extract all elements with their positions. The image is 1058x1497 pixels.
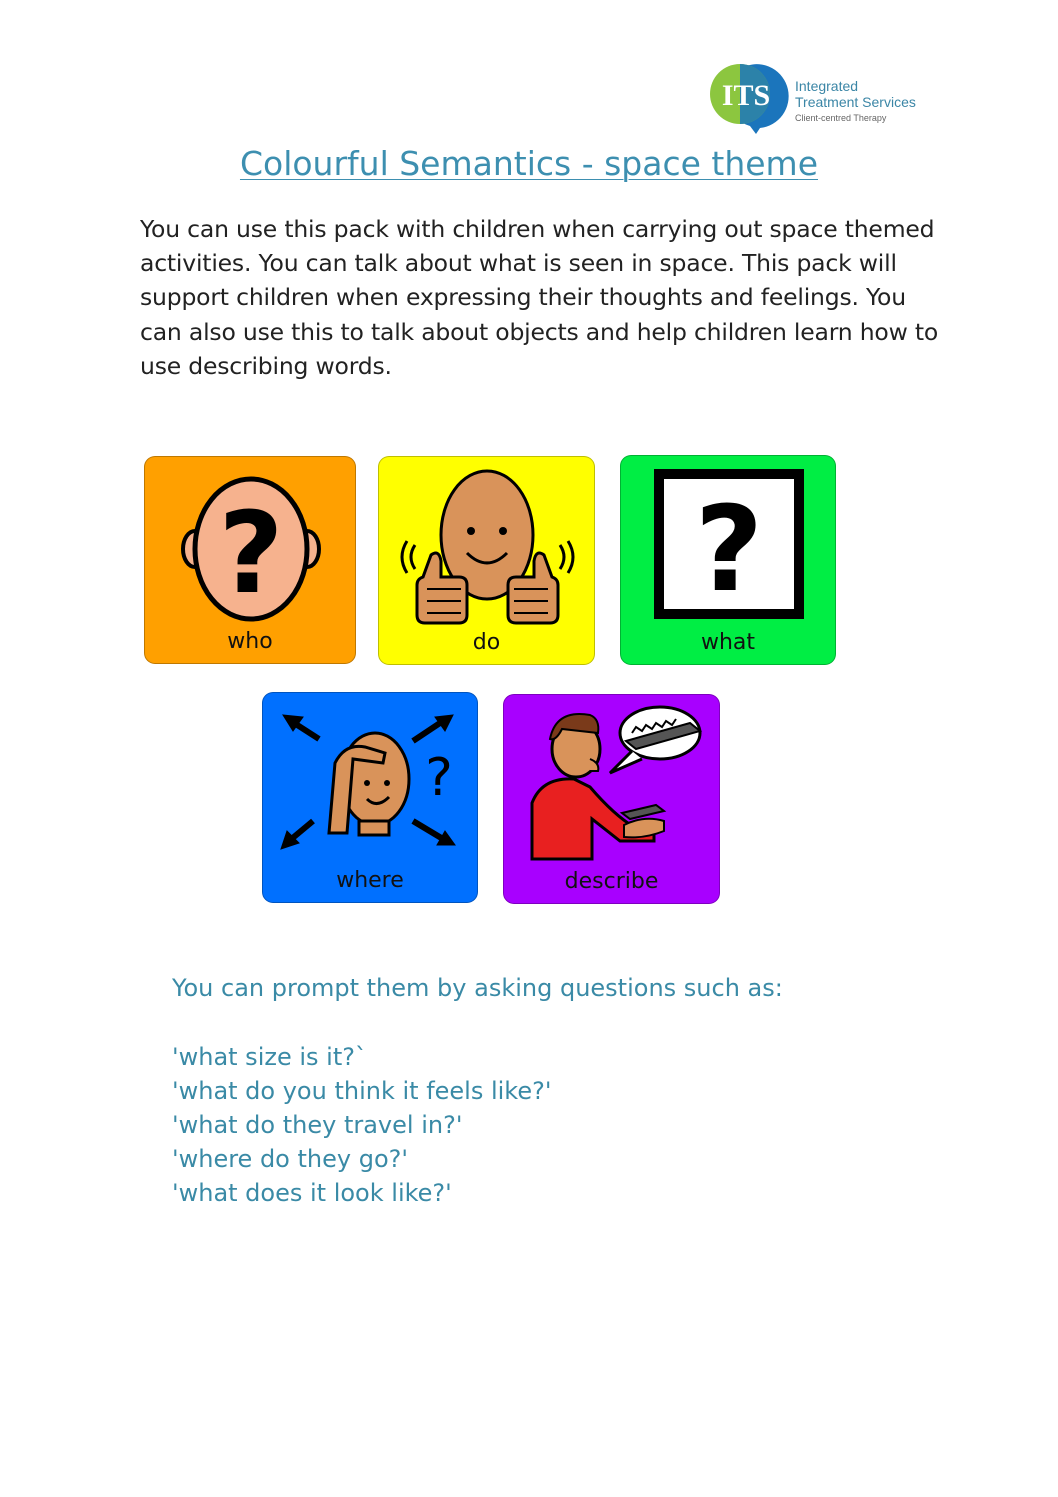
- its-logo-mark-icon: [706, 62, 792, 134]
- card-label: do: [472, 630, 501, 655]
- its-logo: [706, 62, 936, 134]
- list-item: 'where do they go?': [172, 1145, 408, 1173]
- logo-tagline: Client-centred Therapy: [795, 113, 887, 123]
- svg-text:?: ?: [694, 480, 764, 618]
- card-where: [262, 692, 478, 903]
- svg-text:?: ?: [218, 489, 284, 619]
- card-who: [144, 456, 356, 664]
- logo-mark-text: ITS: [721, 79, 771, 112]
- svg-text:?: ?: [425, 748, 453, 808]
- prompt-intro: You can prompt them by asking questions such as:: [172, 974, 783, 1002]
- list-item: 'what do you think it feels like?': [172, 1077, 552, 1105]
- list-item: 'what size is it?`: [172, 1043, 367, 1071]
- card-what: [620, 455, 836, 665]
- card-label: where: [336, 868, 404, 893]
- logo-line-2: Treatment Services: [795, 94, 916, 110]
- page-title: Colourful Semantics - space theme: [239, 144, 819, 183]
- card-label: what: [700, 630, 756, 655]
- list-item: 'what do they travel in?': [172, 1111, 463, 1139]
- card-label: who: [227, 629, 273, 654]
- card-label: describe: [564, 869, 659, 894]
- card-describe: [503, 694, 720, 904]
- list-item: 'what does it look like?': [172, 1179, 452, 1207]
- question-list: [172, 1040, 551, 1210]
- logo-line-1: Integrated: [795, 78, 859, 94]
- intro-paragraph: You can use this pack with children when carrying out space themed activities. You can talk about what is seen in space. This pack will support children when expressing their thoughts and feelings. You can also use this to talk about objects and help children learn how to use describing words.: [140, 215, 939, 380]
- card-do: [378, 456, 595, 665]
